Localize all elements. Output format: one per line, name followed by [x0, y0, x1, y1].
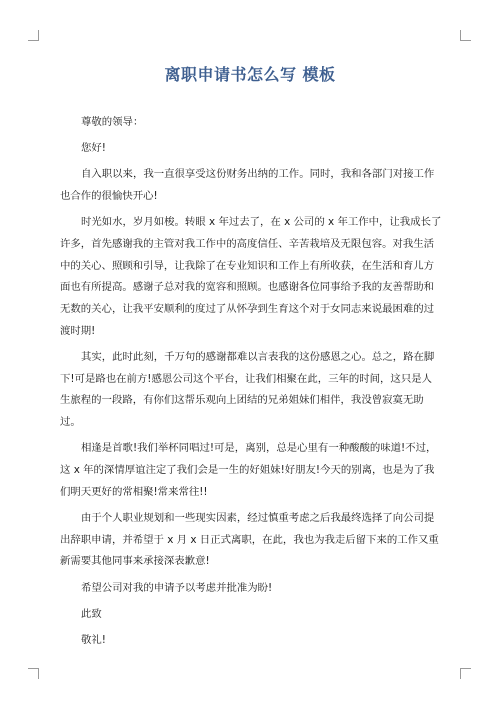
paragraph-4: 相逢是首歌!我们举杯同唱过!可是，离别，总是心里有一种酸酸的味道!不过，这 x 年的深情厚谊注定了我们会是一生的好姐妹!好朋友!今天的别离，也是为了我们明天更好的常相聚!常来常往!!	[60, 442, 437, 498]
crop-mark-top-left	[28, 30, 39, 41]
crop-mark-bottom-right	[460, 668, 471, 679]
closing-2: 敬礼!	[81, 633, 106, 646]
document-title: 离职申请书怎么写 模板	[164, 65, 336, 84]
paragraph-5: 由于个人职业规划和一些现实因素，经过慎重考虑之后我最终选择了向公司提出辞职申请，并希望于 x 月 x 日正式离职，在此，我也为我走后留下来的工作又重新需要其他同事来承接深表歉意!	[60, 511, 439, 568]
crop-mark-bottom-left	[28, 668, 39, 679]
paragraph-3: 其实，此时此刻，千万句的感谢都难以言表我的这份感恩之心。总之，路在脚下!可是路也在前方!感恩公司这个平台，让我们相聚在此，三年的时间，这只是人生旅程的一段路，有你们这帮乐观向上团结的兄弟姐妹们相伴，我没曾寂寞无助过。	[60, 351, 435, 429]
crop-mark-top-right	[460, 30, 471, 41]
paragraph-6: 希望公司对我的申请予以考虑并批准为盼!	[81, 581, 273, 594]
document-body	[60, 112, 442, 656]
closing-1: 此致	[81, 607, 102, 620]
paragraph-2: 时光如水，岁月如梭。转眼 x 年过去了，在 x 公司的 x 年工作中，让我成长了许多，首先感谢我的主管对我工作中的高度信任、辛苦栽培及无限包容。对我生活中的关心、照顾和引导，让我除了在专业知识和工作上有所收获，在生活和育儿方面也有所提高。感谢子总对我的宽容和照顾。也感谢各位同事给予我的友善帮助和无数的关心，让我平安顺利的度过了从怀孕到生育这个对于女同志来说最困难的过渡时期!	[60, 216, 442, 337]
greeting: 您好!	[81, 142, 106, 155]
salutation: 尊敬的领导：	[81, 116, 144, 128]
paragraph-1: 自入职以来，我一直很享受这份财务出纳的工作。同时，我和各部门对接工作也合作的很愉快开心!	[60, 168, 435, 203]
